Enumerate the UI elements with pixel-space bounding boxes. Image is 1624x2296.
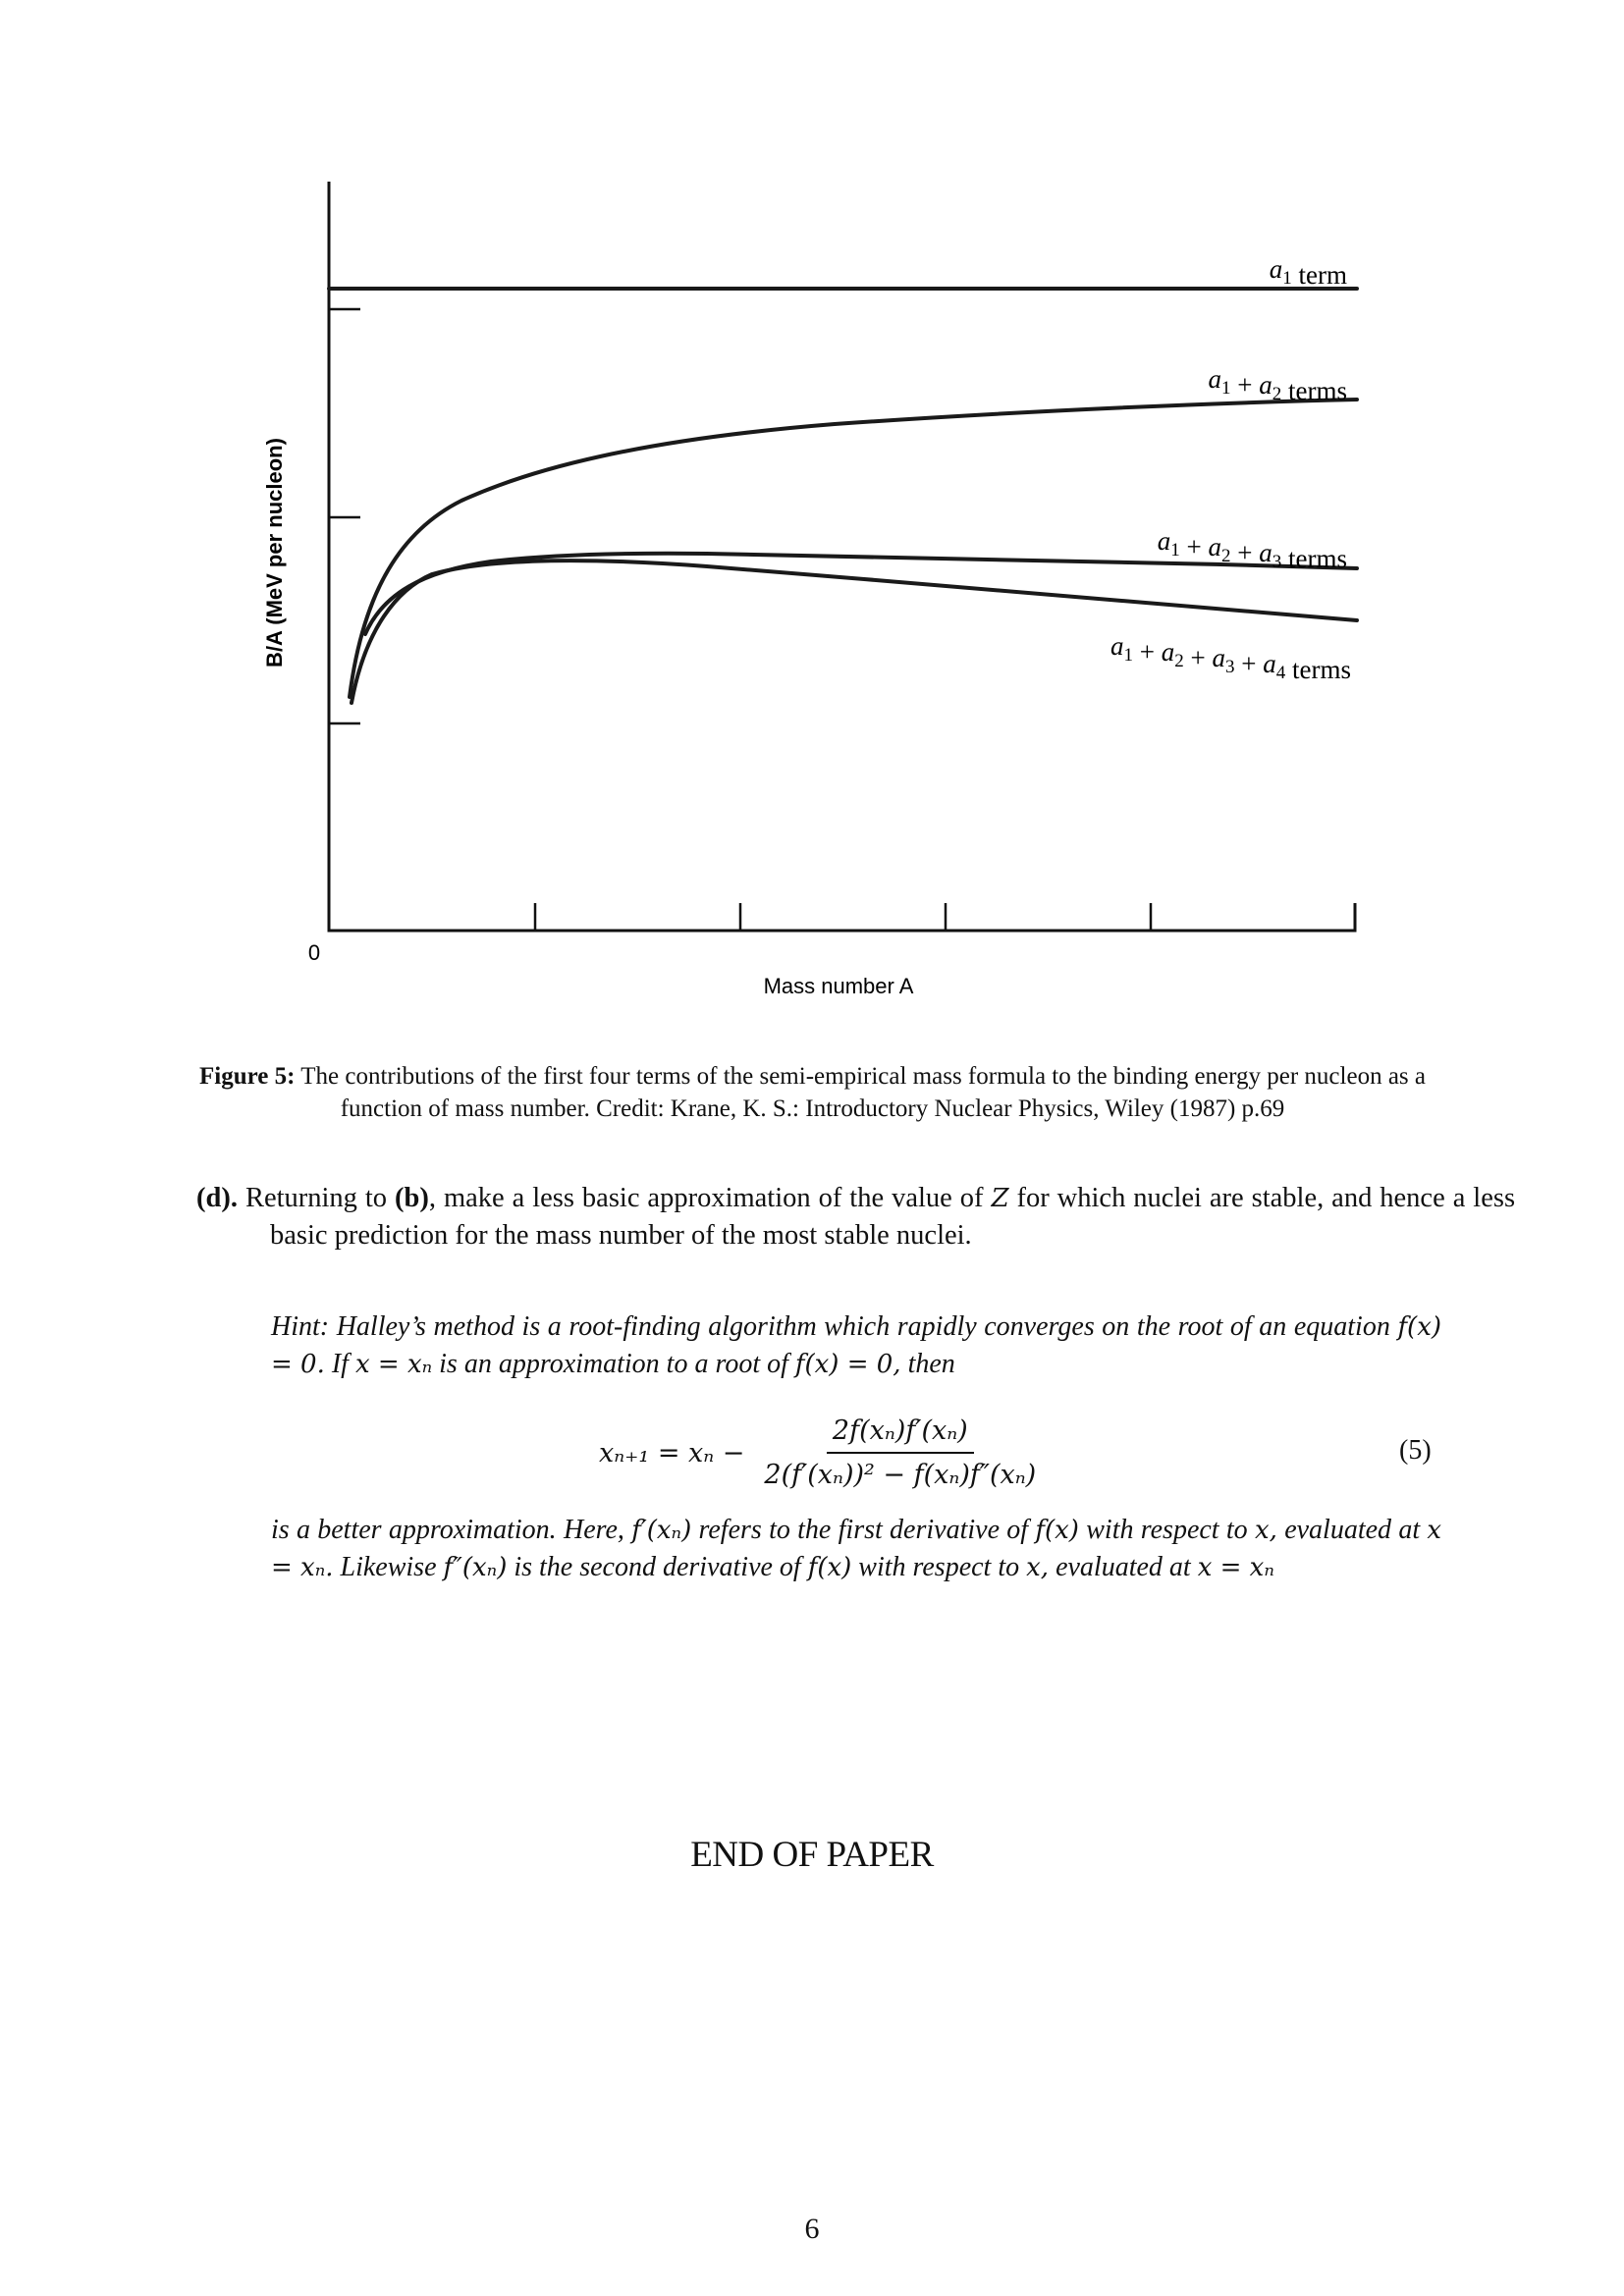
figure-5-chart bbox=[0, 0, 1624, 1041]
hint-text: with respect to bbox=[1086, 1515, 1248, 1545]
series-label: $a_1 + a_2$ terms bbox=[1208, 364, 1347, 405]
math-inline: f′(xₙ) bbox=[631, 1516, 692, 1545]
hint-text: Hint: Halley’s method is a root-finding algorithm which rapidly converges on the root of an equation bbox=[271, 1311, 1390, 1342]
hint-text: with respect to bbox=[858, 1552, 1020, 1582]
math-inline: x, bbox=[1026, 1553, 1050, 1582]
math-inline: x, bbox=[1254, 1516, 1277, 1545]
math-inline: x = xₙ bbox=[1197, 1553, 1274, 1582]
equation-denominator: 2(f′(xₙ))² − f(xₙ)f″(xₙ) bbox=[764, 1460, 1037, 1490]
question-part-d bbox=[196, 1180, 1515, 1255]
math-inline: f(x) = 0. bbox=[271, 1312, 1442, 1379]
hint-text: evaluated at bbox=[1284, 1515, 1421, 1545]
hint-text: If bbox=[331, 1349, 349, 1379]
series-line bbox=[352, 561, 1357, 703]
series-labels bbox=[1110, 254, 1351, 684]
series-label: $a_1 + a_2 + a_3$ terms bbox=[1157, 526, 1347, 573]
hint-text: evaluated at bbox=[1056, 1552, 1191, 1582]
halley-equation bbox=[599, 1409, 1042, 1497]
hint-paragraph-1 bbox=[271, 1308, 1441, 1383]
hint-text: is the second derivative of bbox=[514, 1552, 801, 1582]
series-label: $a_1 + a_2 + a_3 + a_4$ terms bbox=[1110, 631, 1351, 684]
math-inline: f(x) bbox=[1035, 1516, 1079, 1545]
math-inline: f(x) = 0, bbox=[794, 1350, 901, 1379]
question-ref: (b) bbox=[395, 1183, 429, 1213]
math-variable: Z bbox=[991, 1184, 1009, 1213]
equation-fraction bbox=[758, 1415, 1042, 1490]
end-of-paper: END OF PAPER bbox=[690, 1835, 934, 1875]
equation-number: (5) bbox=[1399, 1435, 1432, 1466]
series-label: $a_1$ term bbox=[1269, 254, 1347, 290]
caption-label: Figure 5: bbox=[198, 1063, 296, 1090]
page-number: 6 bbox=[804, 2213, 820, 2245]
math-inline: f(x) bbox=[807, 1553, 852, 1582]
x-axis-label: Mass number A bbox=[763, 974, 914, 998]
math-inline: x = xₙ bbox=[354, 1350, 433, 1379]
hint-text: is an approximation to a root of bbox=[439, 1349, 788, 1379]
chart-curves bbox=[329, 289, 1357, 703]
math-inline: x = xₙ. bbox=[271, 1516, 1442, 1582]
chart-ticks bbox=[329, 309, 1151, 931]
equation-lhs: xₙ₊₁ = xₙ − bbox=[599, 1437, 745, 1468]
hint-paragraph-2 bbox=[271, 1512, 1441, 1586]
y-axis-label: B/A (MeV per nucleon) bbox=[262, 438, 287, 667]
hint-text: refers to the first derivative of bbox=[698, 1515, 1029, 1545]
x-origin-label: 0 bbox=[307, 940, 321, 965]
question-text: Returning to bbox=[244, 1183, 388, 1213]
question-label: (d). bbox=[196, 1183, 238, 1213]
question-text: for which nuclei are stable, and hence a less basic prediction for the mass number of the most stable nuclei. bbox=[270, 1183, 1516, 1251]
hint-text: then bbox=[907, 1349, 955, 1379]
equation-numerator: 2f(xₙ)f′(xₙ) bbox=[827, 1415, 974, 1454]
caption-text: The contributions of the first four terms of the semi-empirical mass formula to the binding energy per nucleon as a function of mass number. Credit: Krane, K. S.: Introductory Nuclear Physics, Wiley (1987) p.69 bbox=[300, 1063, 1426, 1122]
hint-text: Likewise bbox=[340, 1552, 437, 1582]
series-line bbox=[365, 554, 1357, 634]
question-text: , make a less basic approximation of the value of bbox=[428, 1183, 984, 1213]
math-inline: f″(xₙ) bbox=[443, 1553, 508, 1582]
figure-caption bbox=[187, 1060, 1438, 1125]
hint-text: is a better approximation. Here, bbox=[271, 1515, 624, 1545]
